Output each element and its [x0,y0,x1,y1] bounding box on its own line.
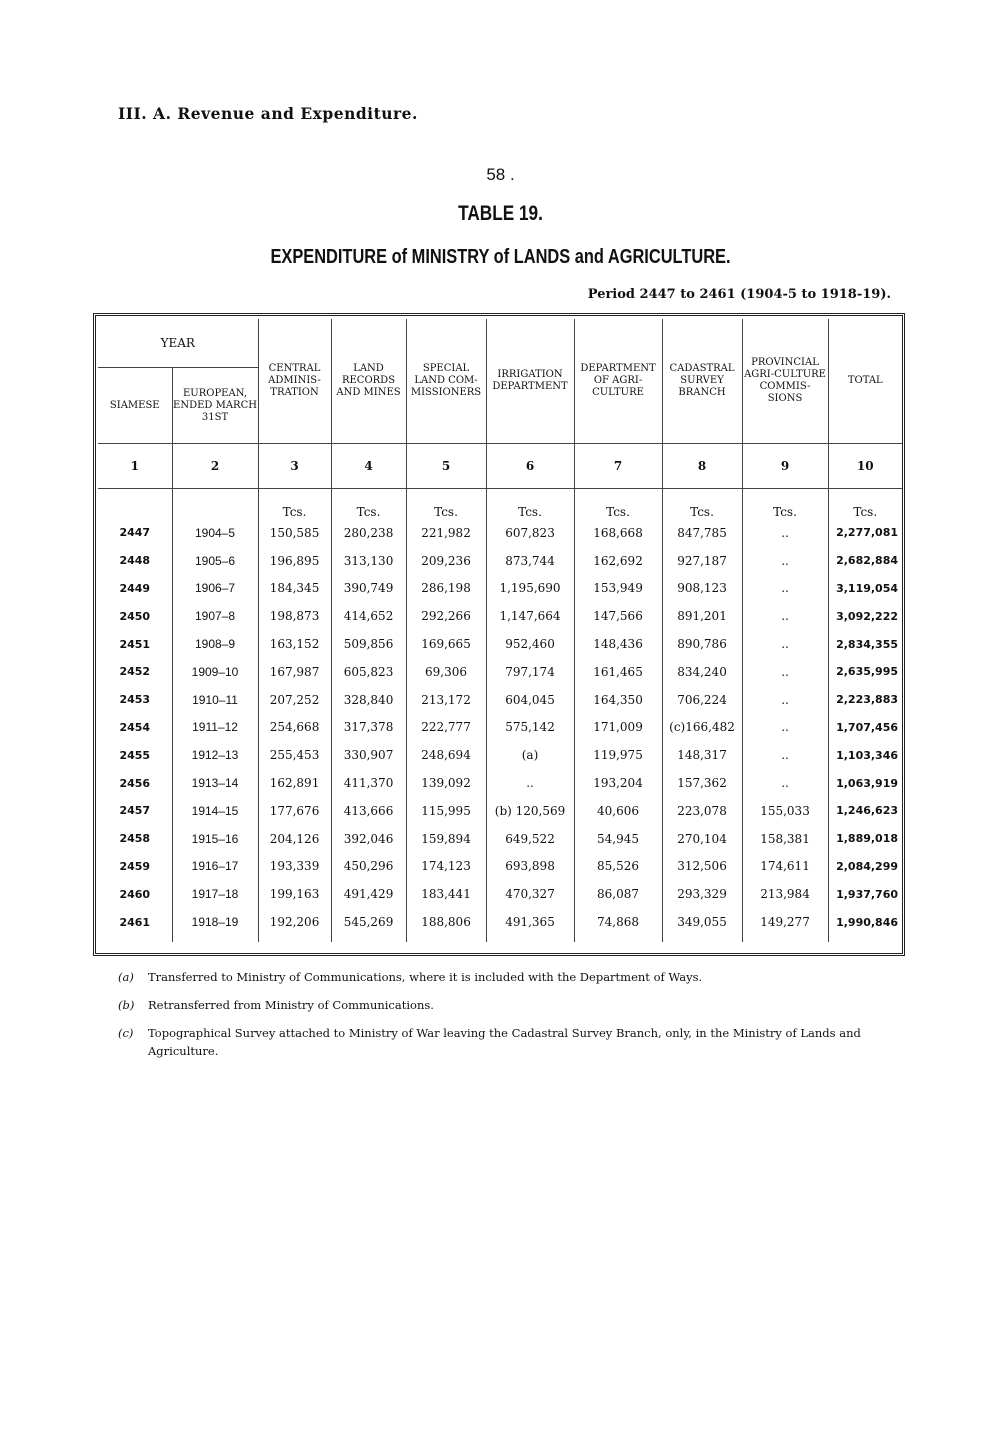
cell-provincial: .. [742,769,828,797]
cell-special: 174,123 [406,853,486,881]
cell-cadastral: 148,317 [662,741,742,769]
cell-land: 392,046 [331,825,406,853]
cell-total: 1,103,346 [828,741,902,769]
footnote-text: Topographical Survey attached to Ministry of War leaving the Cadastral Survey Branch, only, in the Ministry of Lands and Agriculture. [148,1026,861,1058]
cell-special: 286,198 [406,575,486,603]
table-title: TABLE 19. [458,202,543,225]
unit-label: Tcs. [742,489,828,520]
cell-cadastral: 270,104 [662,825,742,853]
cell-cadastral: 349,055 [662,908,742,936]
cell-european: 1914–15 [172,797,258,825]
cell-central: 199,163 [258,880,331,908]
cell-land: 313,130 [331,547,406,575]
cell-special: 139,092 [406,769,486,797]
cell-irrigation: 797,174 [486,658,574,686]
cell-european: 1906–7 [172,575,258,603]
cell-land: 390,749 [331,575,406,603]
section-heading: III. A. Revenue and Expenditure. [118,104,418,123]
cell-siamese: 2458 [119,832,151,846]
cell-central: 196,895 [258,547,331,575]
cell-central: 150,585 [258,519,331,547]
cell-agri: 40,606 [574,797,662,825]
cell-land: 545,269 [331,908,406,936]
table-row [98,686,902,714]
column-number-row [98,444,902,489]
pad-cell [574,936,662,942]
cell-agri: 162,692 [574,547,662,575]
cell-irrigation: 1,195,690 [486,575,574,603]
cell-european: 1904–5 [172,519,258,547]
cell-land: 414,652 [331,602,406,630]
header-provincial: PROVINCIAL AGRI-CULTURE COMMIS-SIONS [742,319,828,444]
footnote-text: Retransferred from Ministry of Communications. [148,998,434,1012]
cell-european: 1912–13 [172,741,258,769]
cell-european: 1905–6 [172,547,258,575]
cell-central: 198,873 [258,602,331,630]
cell-special: 209,236 [406,547,486,575]
cell-agri: 147,566 [574,602,662,630]
cell-european: 1915–16 [172,825,258,853]
pad-cell [331,936,406,942]
pad-cell [662,936,742,942]
column-number: 2 [172,444,258,489]
table-row [98,880,902,908]
table-row [98,575,902,603]
column-number: 10 [828,444,902,489]
cell-total: 1,246,623 [828,797,902,825]
footnotes [118,968,898,1070]
cell-siamese: 2457 [119,804,151,818]
cell-cadastral: 293,329 [662,880,742,908]
cell-provincial: .. [742,547,828,575]
cell-siamese: 2447 [119,526,151,540]
expenditure-table [93,313,905,956]
cell-land: 328,840 [331,686,406,714]
column-number: 7 [574,444,662,489]
table-row [98,658,902,686]
unit-label: Tcs. [331,489,406,520]
cell-provincial: .. [742,658,828,686]
cell-central: 192,206 [258,908,331,936]
cell-total: 1,990,846 [828,908,902,936]
cell-special: 292,266 [406,602,486,630]
cell-provincial: .. [742,519,828,547]
cell-irrigation: (a) [486,741,574,769]
cell-special: 159,894 [406,825,486,853]
header-european: EUROPEAN, ENDED MARCH 31ST [172,368,258,444]
header-department-agriculture: DEPARTMENT OF AGRI-CULTURE [574,319,662,444]
cell-provincial: 149,277 [742,908,828,936]
cell-agri: 168,668 [574,519,662,547]
page-number: 58 . [486,165,515,184]
cell-irrigation: 952,460 [486,630,574,658]
cell-agri: 54,945 [574,825,662,853]
column-number: 9 [742,444,828,489]
cell-land: 491,429 [331,880,406,908]
cell-cadastral: 157,362 [662,769,742,797]
cell-european: 1908–9 [172,630,258,658]
table-row [98,602,902,630]
cell-siamese: 2459 [119,859,151,873]
cell-irrigation: 491,365 [486,908,574,936]
cell-cadastral: 890,786 [662,630,742,658]
column-number: 1 [98,444,172,489]
footnote-mark: (b) [118,998,135,1012]
cell-total: 2,682,884 [828,547,902,575]
table-row [98,630,902,658]
cell-agri: 74,868 [574,908,662,936]
unit-label: Tcs. [258,489,331,520]
table-row [98,797,902,825]
cell-siamese: 2453 [119,693,151,707]
cell-agri: 148,436 [574,630,662,658]
cell-cadastral: 927,187 [662,547,742,575]
pad-cell [742,936,828,942]
cell-land: 330,907 [331,741,406,769]
cell-central: 184,345 [258,575,331,603]
footnote [118,1024,898,1060]
cell-agri: 153,949 [574,575,662,603]
cell-total: 2,084,299 [828,853,902,881]
cell-special: 169,665 [406,630,486,658]
header-year: YEAR [98,319,258,368]
cell-european: 1913–14 [172,769,258,797]
cell-provincial: .. [742,630,828,658]
pad-cell [828,936,902,942]
cell-irrigation: 1,147,664 [486,602,574,630]
cell-siamese: 2451 [119,637,151,651]
cell-provincial: .. [742,686,828,714]
cell-land: 450,296 [331,853,406,881]
cell-special: 115,995 [406,797,486,825]
cell-total: 3,092,222 [828,602,902,630]
cell-european: 1910–11 [172,686,258,714]
header-siamese: SIAMESE [109,399,160,411]
cell-provincial: 155,033 [742,797,828,825]
cell-agri: 85,526 [574,853,662,881]
table-row [98,547,902,575]
cell-siamese: 2461 [119,915,151,929]
cell-central: 207,252 [258,686,331,714]
header-irrigation: IRRIGATION DEPARTMENT [486,319,574,444]
unit-label: Tcs. [406,489,486,520]
cell-provincial: 174,611 [742,853,828,881]
cell-agri: 193,204 [574,769,662,797]
unit-label: Tcs. [662,489,742,520]
cell-special: 183,441 [406,880,486,908]
cell-european: 1917–18 [172,880,258,908]
cell-total: 1,063,919 [828,769,902,797]
cell-land: 509,856 [331,630,406,658]
units-row [98,489,902,520]
cell-agri: 86,087 [574,880,662,908]
cell-siamese: 2460 [119,887,151,901]
cell-european: 1916–17 [172,853,258,881]
cell-land: 413,666 [331,797,406,825]
cell-cadastral: (c)166,482 [662,714,742,742]
pad-cell [172,936,258,942]
cell-central: 163,152 [258,630,331,658]
period-label: Period 2447 to 2461 (1904-5 to 1918-19). [587,287,891,302]
unit-label: Tcs. [574,489,662,520]
table-row [98,714,902,742]
table-row [98,853,902,881]
cell-irrigation: 693,898 [486,853,574,881]
cell-cadastral: 908,123 [662,575,742,603]
unit-label [172,489,258,520]
cell-irrigation: 470,327 [486,880,574,908]
cell-special: 213,172 [406,686,486,714]
cell-provincial: .. [742,714,828,742]
cell-central: 255,453 [258,741,331,769]
table-row [98,769,902,797]
cell-siamese: 2456 [119,776,151,790]
cell-agri: 119,975 [574,741,662,769]
header-central-administration: CENTRAL ADMINIS-TRATION [258,319,331,444]
cell-total: 2,223,883 [828,686,902,714]
table-subtitle: EXPENDITURE of MINISTRY of LANDS and AGRICULTURE. [270,246,731,268]
cell-central: 177,676 [258,797,331,825]
header-total: TOTAL [828,319,902,444]
cell-irrigation: .. [486,769,574,797]
cell-european: 1911–12 [172,714,258,742]
column-number: 8 [662,444,742,489]
cell-siamese: 2454 [119,720,151,734]
cell-irrigation: 649,522 [486,825,574,853]
cell-european: 1909–10 [172,658,258,686]
unit-label: Tcs. [828,489,902,520]
cell-irrigation: 873,744 [486,547,574,575]
table-body [98,519,902,936]
cell-provincial: .. [742,741,828,769]
cell-siamese: 2455 [119,748,151,762]
header-land-records: LAND RECORDS AND MINES [331,319,406,444]
footnote-mark: (a) [118,970,134,984]
expenditure-table-grid [98,319,902,942]
column-number: 4 [331,444,406,489]
cell-agri: 164,350 [574,686,662,714]
cell-cadastral: 891,201 [662,602,742,630]
pad-cell [98,936,172,942]
cell-central: 204,126 [258,825,331,853]
cell-total: 3,119,054 [828,575,902,603]
cell-central: 162,891 [258,769,331,797]
cell-land: 317,378 [331,714,406,742]
cell-special: 248,694 [406,741,486,769]
table-row [98,519,902,547]
cell-cadastral: 834,240 [662,658,742,686]
cell-european: 1918–19 [172,908,258,936]
pad-cell [258,936,331,942]
cell-total: 1,707,456 [828,714,902,742]
cell-central: 254,668 [258,714,331,742]
cell-cadastral: 706,224 [662,686,742,714]
table-row [98,825,902,853]
cell-agri: 161,465 [574,658,662,686]
column-number: 5 [406,444,486,489]
cell-provincial: .. [742,602,828,630]
cell-irrigation: 575,142 [486,714,574,742]
cell-siamese: 2448 [119,554,151,568]
cell-irrigation: 607,823 [486,519,574,547]
cell-total: 2,277,081 [828,519,902,547]
cell-cadastral: 847,785 [662,519,742,547]
cell-provincial: 213,984 [742,880,828,908]
unit-label: Tcs. [486,489,574,520]
cell-central: 167,987 [258,658,331,686]
table-row [98,741,902,769]
footnote [118,968,898,986]
cell-total: 1,889,018 [828,825,902,853]
cell-cadastral: 312,506 [662,853,742,881]
cell-european: 1907–8 [172,602,258,630]
cell-siamese: 2452 [119,665,151,679]
footnote-text: Transferred to Ministry of Communications, where it is included with the Department of Ways. [148,970,703,984]
cell-cadastral: 223,078 [662,797,742,825]
column-number: 6 [486,444,574,489]
pad-cell [406,936,486,942]
column-number: 3 [258,444,331,489]
header-special-land: SPECIAL LAND COM-MISSIONERS [406,319,486,444]
cell-special: 188,806 [406,908,486,936]
cell-land: 411,370 [331,769,406,797]
cell-provincial: 158,381 [742,825,828,853]
footnote-mark: (c) [118,1026,134,1040]
cell-siamese: 2449 [119,581,151,595]
cell-siamese: 2450 [119,609,151,623]
cell-agri: 171,009 [574,714,662,742]
header-cadastral: CADASTRAL SURVEY BRANCH [662,319,742,444]
unit-label [98,489,172,520]
cell-provincial: .. [742,575,828,603]
cell-special: 69,306 [406,658,486,686]
cell-total: 1,937,760 [828,880,902,908]
cell-irrigation: 604,045 [486,686,574,714]
cell-land: 605,823 [331,658,406,686]
table-bottom-padding [98,936,902,942]
cell-special: 221,982 [406,519,486,547]
cell-central: 193,339 [258,853,331,881]
cell-land: 280,238 [331,519,406,547]
table-row [98,908,902,936]
cell-special: 222,777 [406,714,486,742]
footnote [118,996,898,1014]
cell-irrigation: (b) 120,569 [486,797,574,825]
cell-total: 2,834,355 [828,630,902,658]
pad-cell [486,936,574,942]
cell-total: 2,635,995 [828,658,902,686]
